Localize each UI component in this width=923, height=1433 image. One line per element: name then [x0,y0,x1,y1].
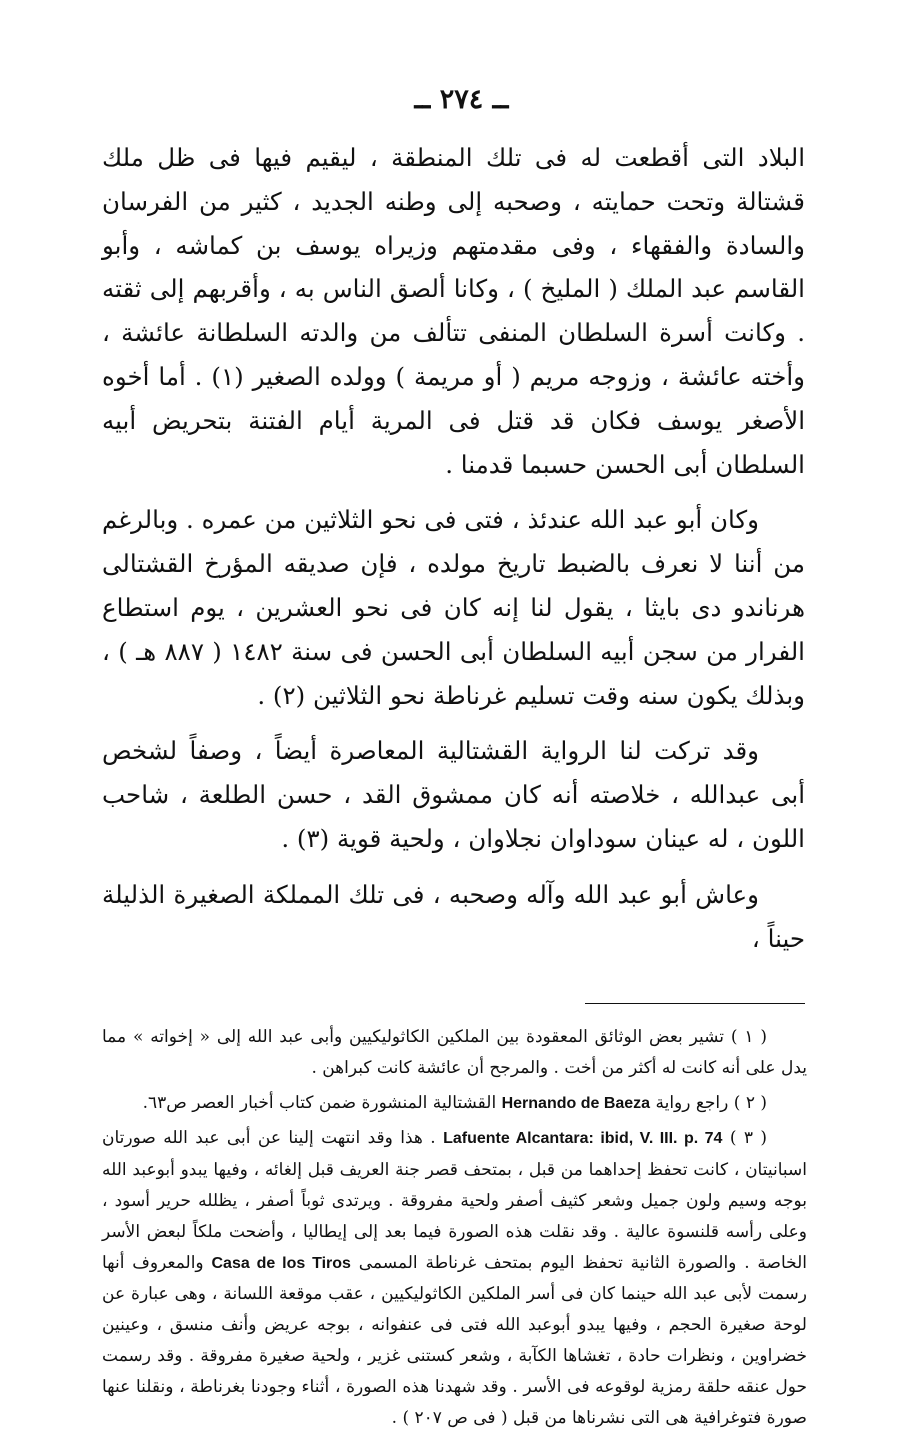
footnote-text: ( ٣ ) [729,1128,768,1149]
text-line: البلاد التى أقطعت له فى تلك المنطقة ، ليقيم فيها فى ظل ملك قشتالة وتحت حمايته ، [102,143,805,216]
text-line: نجلاوان ، ولحية قوية (٣) . [281,823,543,853]
footnotes [102,1018,807,1433]
footnote-3 [102,1123,807,1433]
text-line: وقد تركت لنا الرواية القشتالية المعاصرة أيضاً ، وصفاً لشخص أبى عبدالله ، [102,736,806,810]
footnote-text: . هذا وقد انتهت إلينا عن أبى عبد الله [163,1128,436,1149]
footnote-line: والمعروف أنها رسمت لأبى عبد الله حينما كان فى أسر الملكين الكاثوليكيين ، عقب موقعة اللسانة ، [102,1252,808,1305]
footnote-line: يظلله حرير أسود ، وعلى رأسه قلنسوة عالية . وقد نقلت هذه الصورة فيما بعد إلى إيطاليا ، وأضحت [102,1190,807,1242]
footnote-line: وعينين خضراوين ، ونظرات حادة ، تغشاها الكآبة ، وشعر كستنى غزير ، ولحية صغيرة مفروقة . [102,1315,807,1366]
text-line: نحو الثلاثين (٢) . [257,680,426,710]
text-line: وصحبه إلى وطنه الجديد ، كثير من الفرسان والسادة والفقهاء ، وفى مقدمتهم [102,186,805,260]
footnote-line: ( ١ ) تشير بعض الوثائق المعقودة بين الملكين الكاثوليكيين وأبى عبد الله إلى « إخواته » مما يدل [102,1027,807,1078]
text-line: يقول لنا إنه كان فى نحو العشرين ، يوم استطاع الفرار من سجن أبيه السلطان [102,592,805,666]
footnote-latin-museum: Casa de los Tiros [211,1254,351,1272]
text-line: أبى الحسن فى سنة ١٤٨٢ ( ٨٨٧ هـ ) ، وبذلك يكون سنه وقت تسليم غرناطة [102,636,805,710]
text-line: وزيراه يوسف بن كماشه ، وأبو القاسم عبد الملك ( المليخ ) ، وكانا ألصق الناس [102,230,805,304]
footnote-text: ملكاً لبعض الأسر الخاصة . والصورة الثانية تحفظ اليوم بمتحف غرناطة المسمى [102,1221,808,1273]
text-line: حسبما قدمنا . [445,449,588,479]
paragraph-4 [102,873,805,961]
footnote-2 [102,1088,807,1120]
text-line: خلاصته أنه كان ممشوق القد ، حسن الطلعة ، شاحب اللون ، له عينان سوداوان [102,780,805,853]
footnote-line: يبدو أبوعبد الله بوجه وسيم ولون جميل وشعر كثيف أصفر ولحية مفروقة . ويرتدى ثوباً أصفر ، [102,1160,807,1211]
text-line: عائشة ، وأخته عائشة ، وزوجه مريم ( أو مريمة ) وولده الصغير (١) . أما أخوه [102,318,805,391]
text-line: الأصغر يوسف فكان قد قتل فى المرية أيام الفتنة بتحريض أبيه السلطان أبى الحسن [102,405,805,479]
footnote-line: ونقلنا عنها صورة فتوغرافية هى التى نشرناها من قبل ( فى ص ٢٠٧ ) . [102,1376,807,1428]
paragraph-1 [102,136,805,486]
footnote-latin-reference: Lafuente Alcantara: ibid, V. III. p. 74 [443,1130,723,1148]
footnote-line: صورتان اسبانيتان ، كانت تحفظ إحداهما من قبل ، بمتحف قصر جنة العريف قبل إلغائه ، وفيها [102,1128,807,1181]
page-number: ــ ٢٧٤ ــ [414,84,509,115]
footnote-1 [102,1022,807,1084]
footnote-line: وهى عبارة عن لوحة صغيرة الحجم ، وفيها يبدو أبوعبد الله فتى فى عنفوانه ، بوجه عريض وأنف منسق ، [102,1284,807,1336]
text-line: به ، وأقربهم إلى ثقته . وكانت أسرة السلطان المنفى تتألف من والدته السلطانة [102,274,805,348]
footnote-text: ( ٢ ) راجع رواية [655,1092,767,1113]
footnote-line: وقد رسمت حول عنقه حلقة رمزية لوقوعه فى الأسر . وقد شهدنا هذه الصورة ، أثناء وجودنا بغرناطة ، [102,1345,808,1397]
footnote-text: القشتالية المنشورة ضمن كتاب أخبار العصر ص٦٣. [142,1092,497,1113]
text-line: وكان أبو عبد الله عندئذ ، فتى فى نحو الثلاثين من عمره . وبالرغم من أننا [102,505,806,579]
text-line: وعاش أبو عبد الله وآله وصحبه ، فى تلك المملكة الصغيرة الذليلة حيناً ، [102,879,805,953]
footnote-line: على أنه كانت له أكثر من أخت . والمرجح أن عائشة كانت كبراهن . [311,1057,776,1078]
main-text [102,136,805,960]
text-line: لا نعرف بالضبط تاريخ مولده ، فإن صديقه المؤرخ القشتالى هرناندو دى بايثا ، [102,549,805,622]
paragraph-2 [102,498,805,717]
paragraph-3 [102,729,805,860]
footnote-separator [585,1003,805,1004]
footnote-latin-author: Hernando de Baeza [501,1094,651,1112]
